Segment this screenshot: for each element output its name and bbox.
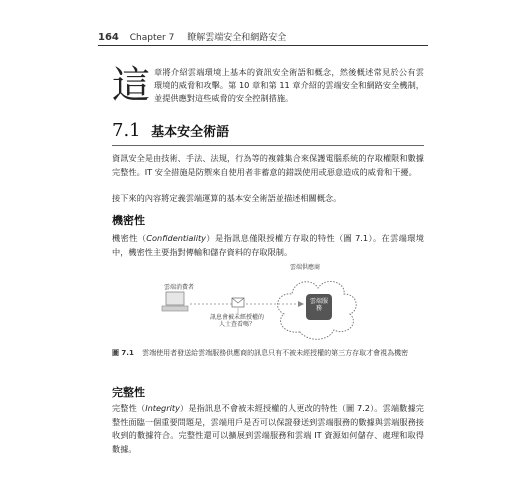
term-confidentiality-en: Confidentiality xyxy=(146,233,207,243)
section-number: 7.1 xyxy=(112,120,141,141)
confidentiality-body: ）是指訊息僅限授權方存取的特性（圖 7.1）。在雲端環境中，機密性主要指對傳輸和儲存資料的存取限制。 xyxy=(112,233,424,257)
body-paragraph-2: 接下來的內容將定義雲端運算的基本安全術語並描述相關概念。 xyxy=(112,193,342,203)
chapter-number: Chapter 7 xyxy=(129,33,175,43)
drop-cap: 這 xyxy=(112,63,151,107)
consumer-monitor xyxy=(166,292,184,305)
page-number: 164 xyxy=(98,32,119,43)
body-paragraph-1: 資訊安全是由技術、手法、法規，行為等的複雜集合來保護電腦系統的存取權限和數據完整性。IT 安全措施是防禦來自使用者非蓄意的錯誤使用或惡意造成的威脅和干擾。 xyxy=(112,153,424,177)
section-title xyxy=(112,120,424,142)
integrity-body: ）是指訊息不會被未經授權的人更改的特性（圖 7.2）。雲端數據完整性面臨一個重要問題是，雲端用戶是否可以保證發送到雲端服務的數據與雲端服務接收到的數據符合。完整性還可以擴展到雲端服務和雲端 IT 資源如何儲存、處理和取得數據。 xyxy=(112,403,424,454)
confidentiality-paragraph: 機密性（Confidentiality）是指訊息僅限授權方存取的特性（圖 7.1）。在雲端環境中，機密性主要指對傳輸和儲存資料的存取限制。 xyxy=(112,233,424,257)
term-integrity: 完整性 xyxy=(112,403,137,413)
running-header xyxy=(98,30,428,44)
provider-label: 雲端供應商 xyxy=(290,264,321,271)
section-title-text: 基本安全術語 xyxy=(151,125,230,140)
intro-text: 章將介紹雲端環境上基本的資訊安全術語和概念，然後概述常見於公有雲環境的威脅和攻擊。第 10 章和第 11 章介紹的雲端安全和網路安全機制，並提供應對這些威脅的安全控制措施。 xyxy=(154,67,424,103)
intro-paragraph xyxy=(112,63,424,107)
service-label: 雲端服務 xyxy=(309,298,328,312)
consumer-label: 雲端消費者 xyxy=(164,284,195,291)
header-rule xyxy=(98,45,428,46)
section-rule xyxy=(112,145,424,146)
caption-text: 雲端使用者發送給雲端服務供應商的訊息只有不被未經授權的第三方存取才會視為機密 xyxy=(142,349,409,357)
figure-diagram xyxy=(150,262,400,348)
subheading-confidentiality: 機密性 xyxy=(112,214,145,227)
chapter-title: 瞭解雲端安全和網路安全 xyxy=(187,33,287,43)
caption-number: 圖 7.1 xyxy=(112,349,134,357)
figure-7-1 xyxy=(150,262,400,348)
attacker-question: 訊息會被未經授權的人士查看嗎？ xyxy=(210,314,265,328)
consumer-base xyxy=(162,306,188,311)
term-confidentiality: 機密性 xyxy=(112,233,138,243)
term-integrity-en: Integrity xyxy=(145,403,180,413)
integrity-paragraph: 完整性（Integrity）是指訊息不會被未經授權的人更改的特性（圖 7.2）。雲端數據完整性面臨一個重要問題是，雲端用戶是否可以保證發送到雲端服務的數據與雲端服務接收到的數據符合。完整性還可以擴展到雲端服務和雲端 IT 資源如何儲存、處理和取得數據。 xyxy=(112,403,424,454)
subheading-integrity: 完整性 xyxy=(112,386,145,399)
figure-caption xyxy=(112,348,424,358)
